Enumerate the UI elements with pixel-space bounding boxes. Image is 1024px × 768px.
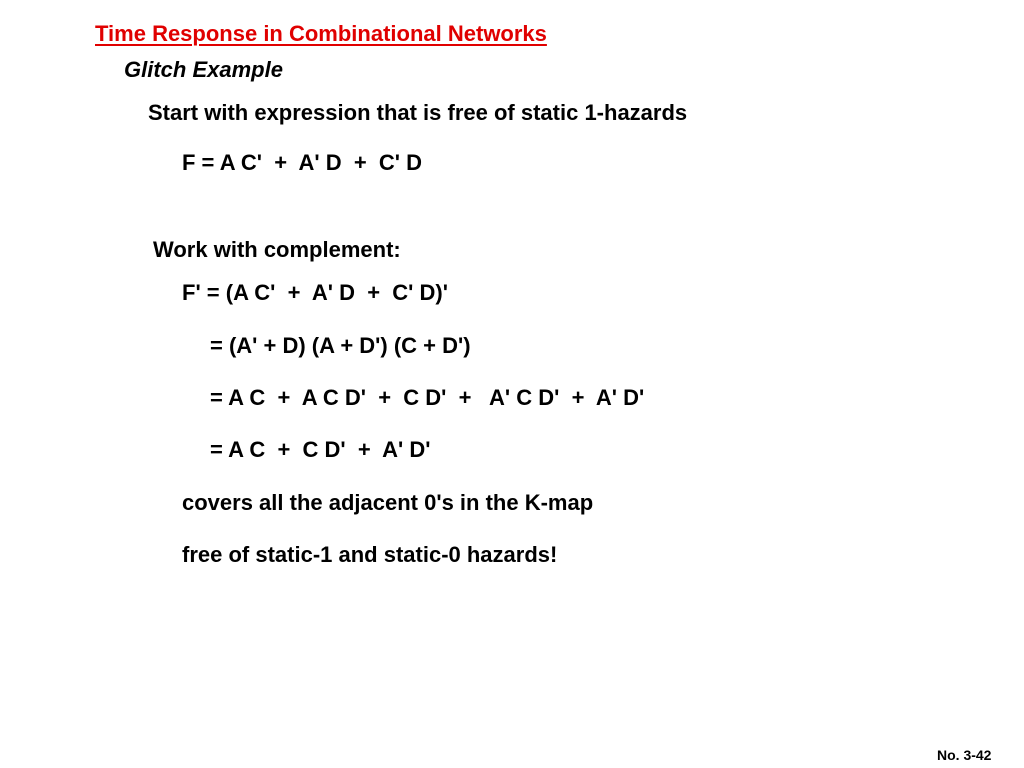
intro-text: Start with expression that is free of static 1-hazards (148, 100, 688, 125)
expression-f: F = A C' + A' D + C' D (182, 150, 423, 175)
complement-line: = (A' + D) (A + D') (C + D') (210, 333, 471, 358)
slide-subtitle: Glitch Example (124, 57, 283, 82)
complement-line: F' = (A C' + A' D + C' D)' (182, 280, 448, 305)
slide-title: Time Response in Combinational Networks (95, 21, 547, 46)
note-line: covers all the adjacent 0's in the K-map (182, 490, 594, 515)
page-number: No. 3-42 (937, 747, 992, 763)
complement-line: = A C + C D' + A' D' (210, 437, 431, 462)
complement-heading: Work with complement: (153, 237, 401, 262)
complement-line: = A C + A C D' + C D' + A' C D' + A' D' (210, 385, 645, 410)
note-line: free of static-1 and static-0 hazards! (182, 542, 558, 567)
